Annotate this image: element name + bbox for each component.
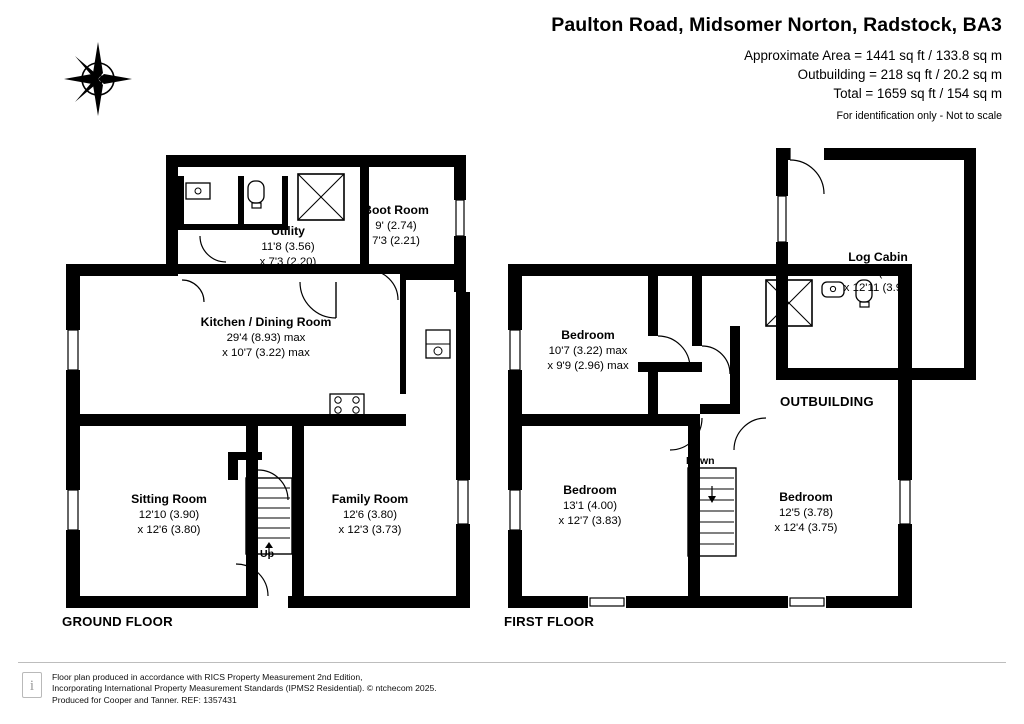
room-label-bedroom-3: Bedroom 12'5 (3.78) x 12'4 (3.75) (774, 490, 838, 534)
footer-line-1: Floor plan produced in accordance with RICS Property Measurement 2nd Edition, (52, 672, 363, 682)
accessibility-icon: i (22, 672, 42, 698)
total-area-text: Total = 1659 sq ft / 154 sq m (833, 86, 1002, 101)
room-label-bedroom-2: Bedroom 13'1 (4.00) x 12'7 (3.83) (558, 483, 622, 527)
room-label-log-cabin: Log Cabin 16'10 (5.13) x 12'11 (3.94) (843, 250, 913, 294)
stairs-up-label: Up (260, 548, 274, 560)
room-label-bedroom-1: Bedroom 10'7 (3.22) max x 9'9 (2.96) max (547, 328, 629, 372)
stairs-down-label: Down (686, 455, 715, 467)
room-label-sitting-room: Sitting Room 12'10 (3.90) x 12'6 (3.80) (131, 492, 207, 536)
footer-text (52, 672, 437, 706)
svg-text:N: N (92, 72, 104, 88)
footer-line-2: Incorporating International Property Measurement Standards (IPMS2 Residential). © ntchecom 2025. (52, 683, 437, 694)
disclaimer-text: For identification only - Not to scale (836, 110, 1002, 122)
outbuilding-plan (760, 130, 1010, 420)
footer-divider (18, 662, 1006, 663)
footer-line-3: Produced for Cooper and Tanner. REF: 1357431 (52, 694, 237, 705)
outbuilding-label: OUTBUILDING (780, 394, 874, 409)
room-label-utility: Utility 11'8 (3.56) x 7'3 (2.20) (259, 224, 317, 268)
ground-floor-plan (0, 0, 500, 640)
approximate-area-text: Approximate Area = 1441 sq ft / 133.8 sq m (744, 48, 1002, 63)
room-label-family-room: Family Room 12'6 (3.80) x 12'3 (3.73) (331, 492, 409, 536)
room-label-boot-room: Boot Room 9' (2.74) 7'3 (2.21) (363, 203, 429, 247)
outbuilding-area-text: Outbuilding = 218 sq ft / 20.2 sq m (797, 67, 1002, 82)
first-floor-label: FIRST FLOOR (504, 614, 595, 629)
page-title: Paulton Road, Midsomer Norton, Radstock, BA3 (551, 14, 1002, 36)
room-label-kitchen-dining: Kitchen / Dining Room 29'4 (8.93) max x 10'7 (3.22) max (200, 315, 332, 359)
ground-floor-label: GROUND FLOOR (62, 614, 173, 629)
